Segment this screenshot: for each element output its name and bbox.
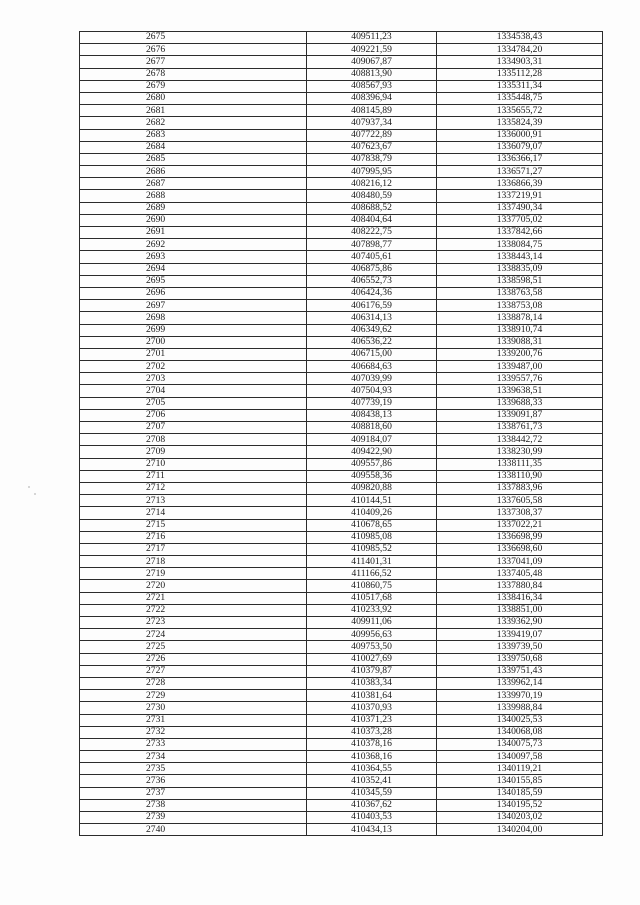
- y-coordinate-cell: 1335112,28: [437, 68, 603, 80]
- x-coordinate-cell: 410027,69: [307, 653, 437, 665]
- point-number-cell: 2720: [80, 580, 307, 592]
- x-coordinate-cell: 406875,86: [307, 263, 437, 275]
- y-coordinate-cell: 1340203,02: [437, 812, 603, 824]
- x-coordinate-cell: 409067,87: [307, 56, 437, 68]
- y-coordinate-cell: 1338878,14: [437, 312, 603, 324]
- table-row: [80, 202, 603, 214]
- x-coordinate-cell: 408404,64: [307, 214, 437, 226]
- table-row: [80, 446, 603, 458]
- table-row: [80, 482, 603, 494]
- table-row: [80, 568, 603, 580]
- y-coordinate-cell: 1335655,72: [437, 105, 603, 117]
- point-number-cell: 2675: [80, 32, 307, 44]
- y-coordinate-cell: 1337842,66: [437, 227, 603, 239]
- table-row: [80, 763, 603, 775]
- y-coordinate-cell: 1339739,50: [437, 641, 603, 653]
- x-coordinate-cell: 410517,68: [307, 592, 437, 604]
- x-coordinate-cell: 409184,07: [307, 434, 437, 446]
- x-coordinate-cell: 408567,93: [307, 80, 437, 92]
- x-coordinate-cell: 410352,41: [307, 775, 437, 787]
- table-row: [80, 227, 603, 239]
- point-number-cell: 2705: [80, 397, 307, 409]
- y-coordinate-cell: 1340068,08: [437, 726, 603, 738]
- y-coordinate-cell: 1336079,07: [437, 141, 603, 153]
- point-number-cell: 2678: [80, 68, 307, 80]
- table-row: [80, 641, 603, 653]
- table-row: [80, 775, 603, 787]
- point-number-cell: 2733: [80, 738, 307, 750]
- point-number-cell: 2736: [80, 775, 307, 787]
- table-row: [80, 495, 603, 507]
- table-row: [80, 726, 603, 738]
- scan-speck: [34, 493, 36, 495]
- y-coordinate-cell: 1335448,75: [437, 92, 603, 104]
- y-coordinate-cell: 1338443,14: [437, 251, 603, 263]
- table-row: [80, 373, 603, 385]
- x-coordinate-cell: 410379,87: [307, 665, 437, 677]
- x-coordinate-cell: 410409,26: [307, 507, 437, 519]
- point-number-cell: 2683: [80, 129, 307, 141]
- table-row: [80, 178, 603, 190]
- table-row: [80, 336, 603, 348]
- point-number-cell: 2693: [80, 251, 307, 263]
- point-number-cell: 2679: [80, 80, 307, 92]
- x-coordinate-cell: 407739,19: [307, 397, 437, 409]
- x-coordinate-cell: 410233,92: [307, 604, 437, 616]
- x-coordinate-cell: 406176,59: [307, 300, 437, 312]
- x-coordinate-cell: 409511,23: [307, 32, 437, 44]
- x-coordinate-cell: 410373,28: [307, 726, 437, 738]
- point-number-cell: 2694: [80, 263, 307, 275]
- table-row: [80, 592, 603, 604]
- point-number-cell: 2685: [80, 153, 307, 165]
- x-coordinate-cell: 407995,95: [307, 166, 437, 178]
- y-coordinate-cell: 1338910,74: [437, 324, 603, 336]
- x-coordinate-cell: 408222,75: [307, 227, 437, 239]
- point-number-cell: 2681: [80, 105, 307, 117]
- point-number-cell: 2716: [80, 531, 307, 543]
- point-number-cell: 2724: [80, 629, 307, 641]
- point-number-cell: 2732: [80, 726, 307, 738]
- point-number-cell: 2735: [80, 763, 307, 775]
- x-coordinate-cell: 407039,99: [307, 373, 437, 385]
- y-coordinate-cell: 1335824,39: [437, 117, 603, 129]
- x-coordinate-cell: 408396,94: [307, 92, 437, 104]
- table-row: [80, 738, 603, 750]
- x-coordinate-cell: 406314,13: [307, 312, 437, 324]
- x-coordinate-cell: 410371,23: [307, 714, 437, 726]
- table-row: [80, 677, 603, 689]
- point-number-cell: 2727: [80, 665, 307, 677]
- y-coordinate-cell: 1335311,34: [437, 80, 603, 92]
- table-row: [80, 166, 603, 178]
- x-coordinate-cell: 410678,65: [307, 519, 437, 531]
- table-row: [80, 105, 603, 117]
- x-coordinate-cell: 408145,89: [307, 105, 437, 117]
- y-coordinate-cell: 1337605,58: [437, 495, 603, 507]
- table-row: [80, 251, 603, 263]
- point-number-cell: 2687: [80, 178, 307, 190]
- x-coordinate-cell: 410985,08: [307, 531, 437, 543]
- table-row: [80, 56, 603, 68]
- table-row: [80, 458, 603, 470]
- table-row: [80, 287, 603, 299]
- y-coordinate-cell: 1339688,33: [437, 397, 603, 409]
- point-number-cell: 2708: [80, 434, 307, 446]
- y-coordinate-cell: 1340185,59: [437, 787, 603, 799]
- x-coordinate-cell: 410985,52: [307, 543, 437, 555]
- point-number-cell: 2707: [80, 422, 307, 434]
- x-coordinate-cell: 406349,62: [307, 324, 437, 336]
- x-coordinate-cell: 409557,86: [307, 458, 437, 470]
- y-coordinate-cell: 1339487,00: [437, 361, 603, 373]
- x-coordinate-cell: 410370,93: [307, 702, 437, 714]
- point-number-cell: 2713: [80, 495, 307, 507]
- table-row: [80, 80, 603, 92]
- table-row: [80, 629, 603, 641]
- y-coordinate-cell: 1336000,91: [437, 129, 603, 141]
- table-row: [80, 385, 603, 397]
- y-coordinate-cell: 1338761,73: [437, 422, 603, 434]
- y-coordinate-cell: 1337219,91: [437, 190, 603, 202]
- table-row: [80, 324, 603, 336]
- y-coordinate-cell: 1339970,19: [437, 690, 603, 702]
- y-coordinate-cell: 1336366,17: [437, 153, 603, 165]
- y-coordinate-cell: 1339988,84: [437, 702, 603, 714]
- y-coordinate-cell: 1338230,99: [437, 446, 603, 458]
- point-number-cell: 2730: [80, 702, 307, 714]
- x-coordinate-cell: 406715,00: [307, 348, 437, 360]
- table-row: [80, 580, 603, 592]
- y-coordinate-cell: 1339638,51: [437, 385, 603, 397]
- point-number-cell: 2688: [80, 190, 307, 202]
- table-row: [80, 507, 603, 519]
- point-number-cell: 2684: [80, 141, 307, 153]
- y-coordinate-cell: 1339088,31: [437, 336, 603, 348]
- x-coordinate-cell: 408813,90: [307, 68, 437, 80]
- point-number-cell: 2715: [80, 519, 307, 531]
- x-coordinate-cell: 411166,52: [307, 568, 437, 580]
- scan-speck: [28, 486, 30, 488]
- point-number-cell: 2692: [80, 239, 307, 251]
- point-number-cell: 2726: [80, 653, 307, 665]
- x-coordinate-cell: 407722,89: [307, 129, 437, 141]
- point-number-cell: 2723: [80, 617, 307, 629]
- table-row: [80, 409, 603, 421]
- point-number-cell: 2725: [80, 641, 307, 653]
- point-number-cell: 2719: [80, 568, 307, 580]
- table-row: [80, 799, 603, 811]
- x-coordinate-cell: 409221,59: [307, 44, 437, 56]
- point-number-cell: 2712: [80, 482, 307, 494]
- y-coordinate-cell: 1339419,07: [437, 629, 603, 641]
- y-coordinate-cell: 1339751,43: [437, 665, 603, 677]
- table-row: [80, 434, 603, 446]
- y-coordinate-cell: 1336866,39: [437, 178, 603, 190]
- x-coordinate-cell: 409911,06: [307, 617, 437, 629]
- x-coordinate-cell: 410383,34: [307, 677, 437, 689]
- x-coordinate-cell: 410860,75: [307, 580, 437, 592]
- x-coordinate-cell: 406684,63: [307, 361, 437, 373]
- x-coordinate-cell: 407504,93: [307, 385, 437, 397]
- y-coordinate-cell: 1339557,76: [437, 373, 603, 385]
- x-coordinate-cell: 410434,13: [307, 824, 437, 836]
- y-coordinate-cell: 1337705,02: [437, 214, 603, 226]
- point-number-cell: 2690: [80, 214, 307, 226]
- y-coordinate-cell: 1334538,43: [437, 32, 603, 44]
- table-row: [80, 665, 603, 677]
- point-number-cell: 2676: [80, 44, 307, 56]
- x-coordinate-cell: 411401,31: [307, 556, 437, 568]
- point-number-cell: 2709: [80, 446, 307, 458]
- table-row: [80, 617, 603, 629]
- point-number-cell: 2703: [80, 373, 307, 385]
- y-coordinate-cell: 1337883,96: [437, 482, 603, 494]
- y-coordinate-cell: 1339091,87: [437, 409, 603, 421]
- table-row: [80, 397, 603, 409]
- table-row: [80, 604, 603, 616]
- point-number-cell: 2738: [80, 799, 307, 811]
- x-coordinate-cell: 409422,90: [307, 446, 437, 458]
- y-coordinate-cell: 1338763,58: [437, 287, 603, 299]
- y-coordinate-cell: 1336698,99: [437, 531, 603, 543]
- x-coordinate-cell: 409753,50: [307, 641, 437, 653]
- point-number-cell: 2731: [80, 714, 307, 726]
- point-number-cell: 2722: [80, 604, 307, 616]
- table-row: [80, 141, 603, 153]
- x-coordinate-cell: 407937,34: [307, 117, 437, 129]
- y-coordinate-cell: 1337041,09: [437, 556, 603, 568]
- y-coordinate-cell: 1340119,21: [437, 763, 603, 775]
- point-number-cell: 2739: [80, 812, 307, 824]
- point-number-cell: 2706: [80, 409, 307, 421]
- point-number-cell: 2701: [80, 348, 307, 360]
- y-coordinate-cell: 1339362,90: [437, 617, 603, 629]
- table-row: [80, 543, 603, 555]
- point-number-cell: 2734: [80, 751, 307, 763]
- point-number-cell: 2718: [80, 556, 307, 568]
- y-coordinate-cell: 1337490,34: [437, 202, 603, 214]
- x-coordinate-cell: 410368,16: [307, 751, 437, 763]
- table-row: [80, 702, 603, 714]
- x-coordinate-cell: 408438,13: [307, 409, 437, 421]
- x-coordinate-cell: 407405,61: [307, 251, 437, 263]
- x-coordinate-cell: 406536,22: [307, 336, 437, 348]
- point-number-cell: 2717: [80, 543, 307, 555]
- table-body: [80, 32, 603, 836]
- y-coordinate-cell: 1339750,68: [437, 653, 603, 665]
- table-row: [80, 556, 603, 568]
- x-coordinate-cell: 410367,62: [307, 799, 437, 811]
- table-row: [80, 519, 603, 531]
- point-number-cell: 2711: [80, 470, 307, 482]
- point-number-cell: 2691: [80, 227, 307, 239]
- table-row: [80, 690, 603, 702]
- coordinates-table: [79, 31, 603, 836]
- point-number-cell: 2695: [80, 275, 307, 287]
- point-number-cell: 2714: [80, 507, 307, 519]
- point-number-cell: 2686: [80, 166, 307, 178]
- x-coordinate-cell: 408818,60: [307, 422, 437, 434]
- point-number-cell: 2740: [80, 824, 307, 836]
- y-coordinate-cell: 1338416,34: [437, 592, 603, 604]
- y-coordinate-cell: 1337880,84: [437, 580, 603, 592]
- x-coordinate-cell: 409558,36: [307, 470, 437, 482]
- x-coordinate-cell: 407838,79: [307, 153, 437, 165]
- x-coordinate-cell: 410403,53: [307, 812, 437, 824]
- x-coordinate-cell: 410345,59: [307, 787, 437, 799]
- y-coordinate-cell: 1337022,21: [437, 519, 603, 531]
- y-coordinate-cell: 1338110,90: [437, 470, 603, 482]
- x-coordinate-cell: 407898,77: [307, 239, 437, 251]
- y-coordinate-cell: 1338084,75: [437, 239, 603, 251]
- table-row: [80, 751, 603, 763]
- table-row: [80, 190, 603, 202]
- y-coordinate-cell: 1337308,37: [437, 507, 603, 519]
- point-number-cell: 2680: [80, 92, 307, 104]
- x-coordinate-cell: 406552,73: [307, 275, 437, 287]
- table-row: [80, 68, 603, 80]
- point-number-cell: 2699: [80, 324, 307, 336]
- table-row: [80, 263, 603, 275]
- y-coordinate-cell: 1340195,52: [437, 799, 603, 811]
- y-coordinate-cell: 1338851,00: [437, 604, 603, 616]
- table-row: [80, 470, 603, 482]
- x-coordinate-cell: 406424,36: [307, 287, 437, 299]
- point-number-cell: 2729: [80, 690, 307, 702]
- point-number-cell: 2728: [80, 677, 307, 689]
- y-coordinate-cell: 1340075,73: [437, 738, 603, 750]
- point-number-cell: 2697: [80, 300, 307, 312]
- table-row: [80, 653, 603, 665]
- y-coordinate-cell: 1340025,53: [437, 714, 603, 726]
- point-number-cell: 2702: [80, 361, 307, 373]
- table-row: [80, 300, 603, 312]
- x-coordinate-cell: 408216,12: [307, 178, 437, 190]
- table-row: [80, 239, 603, 251]
- point-number-cell: 2721: [80, 592, 307, 604]
- table-row: [80, 312, 603, 324]
- table-row: [80, 153, 603, 165]
- table-row: [80, 92, 603, 104]
- x-coordinate-cell: 408480,59: [307, 190, 437, 202]
- x-coordinate-cell: 410364,55: [307, 763, 437, 775]
- y-coordinate-cell: 1337405,48: [437, 568, 603, 580]
- table-row: [80, 787, 603, 799]
- x-coordinate-cell: 410378,16: [307, 738, 437, 750]
- point-number-cell: 2698: [80, 312, 307, 324]
- x-coordinate-cell: 410144,51: [307, 495, 437, 507]
- point-number-cell: 2696: [80, 287, 307, 299]
- table-row: [80, 32, 603, 44]
- table-row: [80, 348, 603, 360]
- y-coordinate-cell: 1339962,14: [437, 677, 603, 689]
- point-number-cell: 2700: [80, 336, 307, 348]
- y-coordinate-cell: 1336698,60: [437, 543, 603, 555]
- table-row: [80, 824, 603, 836]
- table-row: [80, 214, 603, 226]
- y-coordinate-cell: 1338111,35: [437, 458, 603, 470]
- table-row: [80, 422, 603, 434]
- point-number-cell: 2704: [80, 385, 307, 397]
- y-coordinate-cell: 1338835,09: [437, 263, 603, 275]
- x-coordinate-cell: 409820,88: [307, 482, 437, 494]
- table-row: [80, 117, 603, 129]
- x-coordinate-cell: 409956,63: [307, 629, 437, 641]
- table-row: [80, 531, 603, 543]
- y-coordinate-cell: 1334903,31: [437, 56, 603, 68]
- y-coordinate-cell: 1338442,72: [437, 434, 603, 446]
- y-coordinate-cell: 1340155,85: [437, 775, 603, 787]
- table-row: [80, 361, 603, 373]
- point-number-cell: 2682: [80, 117, 307, 129]
- table-row: [80, 714, 603, 726]
- point-number-cell: 2677: [80, 56, 307, 68]
- point-number-cell: 2710: [80, 458, 307, 470]
- y-coordinate-cell: 1339200,76: [437, 348, 603, 360]
- point-number-cell: 2737: [80, 787, 307, 799]
- y-coordinate-cell: 1338598,51: [437, 275, 603, 287]
- y-coordinate-cell: 1336571,27: [437, 166, 603, 178]
- x-coordinate-cell: 408688,52: [307, 202, 437, 214]
- table-row: [80, 275, 603, 287]
- table-row: [80, 129, 603, 141]
- point-number-cell: 2689: [80, 202, 307, 214]
- x-coordinate-cell: 410381,64: [307, 690, 437, 702]
- y-coordinate-cell: 1340204,00: [437, 824, 603, 836]
- x-coordinate-cell: 407623,67: [307, 141, 437, 153]
- table-row: [80, 44, 603, 56]
- y-coordinate-cell: 1338753,08: [437, 300, 603, 312]
- y-coordinate-cell: 1334784,20: [437, 44, 603, 56]
- y-coordinate-cell: 1340097,58: [437, 751, 603, 763]
- table-row: [80, 812, 603, 824]
